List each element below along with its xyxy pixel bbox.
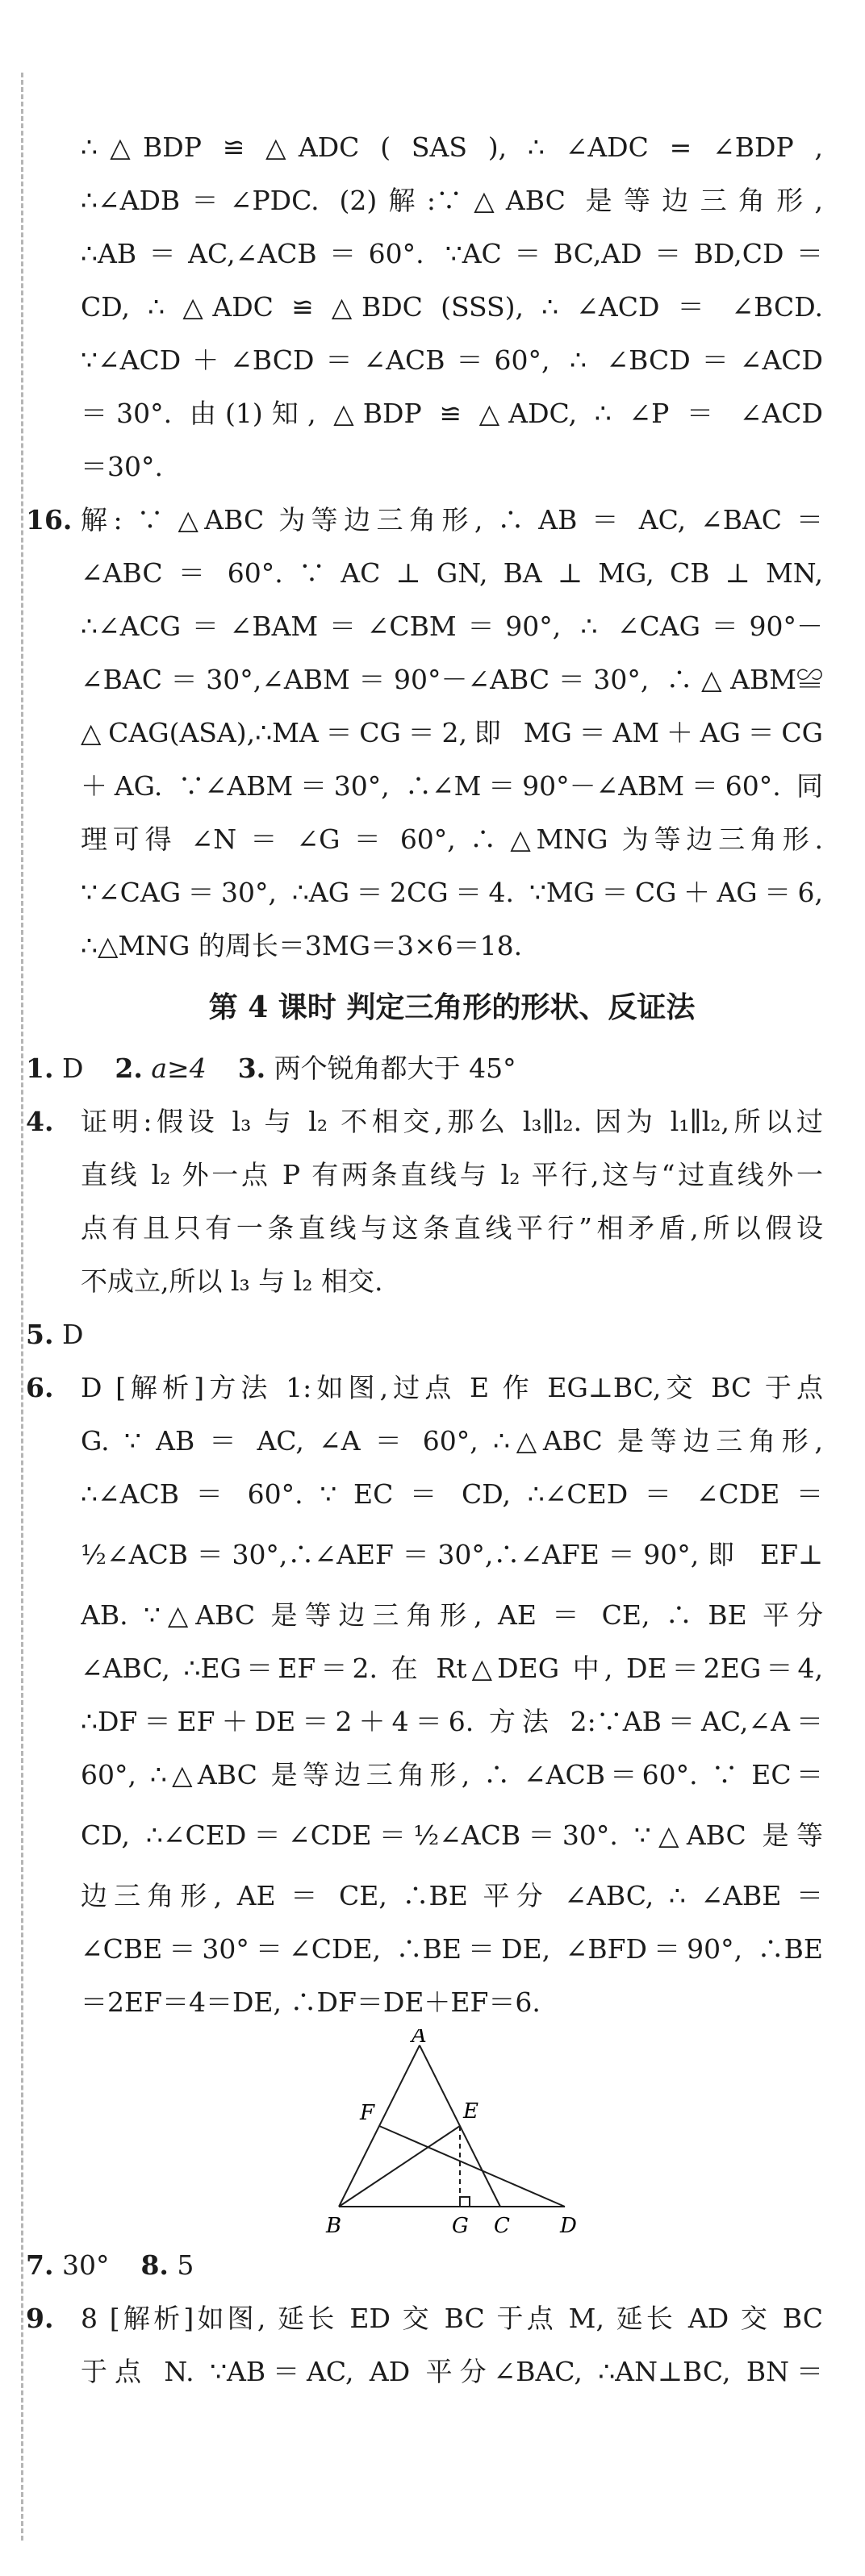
problem-number: 6. [26, 1372, 54, 1403]
problem-9-solution [26, 2292, 823, 2399]
text-line: CD, ∴∠CED＝∠CDE＝½∠ACB＝30°. ∵△ABC 是等 [81, 1819, 823, 1851]
text-line: 不成立,所以 l₃ 与 l₂ 相交. [81, 1265, 383, 1297]
text-line: 60°, ∴△ABC 是等边三角形, ∴ ∠ACB＝60°. ∵ EC＝ [81, 1759, 823, 1790]
problem-4-solution [26, 1095, 823, 1308]
problem-number: 9. [26, 2303, 54, 2334]
text-line [26, 2292, 823, 2345]
text-line: 点有且只有一条直线与这条直线平行”相矛盾,所以假设 [81, 1212, 823, 1244]
text-line: ∵∠CAG＝30°, ∴AG＝2CG＝4. ∵MG＝CG＋AG＝6, [81, 877, 823, 908]
text-line: 直线 l₂ 外一点 P 有两条直线与 l₂ 平行,这与“过直线外一 [81, 1159, 823, 1190]
label-A: A [412, 2029, 427, 2048]
text-line [26, 494, 823, 547]
label-C: C [494, 2214, 510, 2238]
answer-value: 30° [61, 2249, 110, 2281]
problem-number: 8. [140, 2249, 169, 2281]
text-line [26, 1361, 823, 1415]
text-line: ½∠ACB＝30°,∴∠AEF＝30°,∴∠AFE＝90°,即 EF⊥ [81, 1539, 823, 1570]
text-line [26, 1095, 823, 1148]
answers-row-7-8 [26, 2239, 823, 2292]
label-B: B [326, 2214, 342, 2238]
text-line: ∴AB＝AC,∠ACB＝60°. ∵AC＝BC,AD＝BD,CD＝ [81, 238, 823, 269]
answer-content [26, 121, 823, 2399]
text-span: D [解析]方法 1:如图,过点 E 作 EG⊥BC,交 BC 于点 [81, 1372, 823, 1403]
text-line: 理可得 ∠N ＝ ∠G ＝ 60°, ∴ △MNG 为等边三角形. [81, 823, 823, 855]
text-line: CD, ∴ △ADC ≌ △BDC (SSS), ∴ ∠ACD ＝ ∠BCD. [81, 291, 823, 323]
answer-value: a≥4 [151, 1052, 207, 1084]
problem-number: 4. [26, 1106, 54, 1137]
problem-number: 1. [26, 1052, 54, 1084]
label-G: G [452, 2214, 469, 2238]
text-line: G. ∵ AB ＝ AC, ∠A ＝ 60°, ∴△ABC 是等边三角形, [81, 1425, 823, 1457]
problem-15-solution [81, 121, 823, 494]
geometry-figure [81, 2029, 823, 2239]
text-line: ∴△MNG 的周长＝3MG＝3×6＝18. [81, 930, 523, 961]
text-line: AB. ∵△ABC 是等边三角形, AE ＝ CE, ∴ BE 平分 [81, 1599, 823, 1631]
segment-FD [379, 2126, 565, 2207]
right-angle-mark [460, 2197, 470, 2207]
problem-16-solution [26, 494, 823, 973]
answer-value: 两个锐角都大于 45° [274, 1052, 516, 1084]
label-E: E [463, 2099, 478, 2124]
problem-number: 7. [26, 2249, 54, 2281]
text-span: 解: ∵ △ABC 为等边三角形, ∴ AB ＝ AC, ∠BAC ＝ [81, 504, 823, 536]
text-span: 8 [解析]如图, 延长 ED 交 BC 于点 M, 延长 AD 交 BC [81, 2303, 823, 2334]
text-line: ∴DF＝EF＋DE＝2＋4＝6. 方法 2:∵AB＝AC,∠A＝ [81, 1706, 823, 1737]
text-line: ∠CBE＝30°＝∠CDE, ∴BE＝DE, ∠BFD＝90°, ∴BE [81, 1933, 823, 1965]
text-span: 证明:假设 l₃ 与 l₂ 不相交,那么 l₃∥l₂. 因为 l₁∥l₂,所以过 [81, 1106, 823, 1137]
text-line: 边三角形, AE ＝ CE, ∴BE 平分 ∠ABC, ∴ ∠ABE ＝ [81, 1880, 823, 1911]
text-line: ∠ABC ＝ 60°. ∵ AC ⊥ GN, BA ⊥ MG, CB ⊥ MN, [81, 557, 823, 589]
label-D: D [560, 2214, 577, 2238]
answer-value: D [61, 1052, 84, 1084]
text-line: 于点 N. ∵AB＝AC, AD 平分∠BAC, ∴AN⊥BC, BN＝ [81, 2356, 823, 2387]
answer-value: 5 [177, 2249, 194, 2281]
problem-number: 5. [26, 1319, 54, 1350]
text-line: ＝30°. 由(1)知, △BDP ≌ △ADC, ∴ ∠P ＝ ∠ACD [81, 398, 823, 429]
text-line: △CAG(ASA),∴MA＝CG＝2,即 MG＝AM＋AG＝CG [81, 717, 823, 748]
text-line: ∴∠ACB ＝ 60°. ∵ EC ＝ CD, ∴∠CED ＝ ∠CDE ＝ [81, 1478, 823, 1510]
label-F: F [360, 2101, 375, 2125]
text-line: ∠ABC, ∴EG＝EF＝2. 在 Rt△DEG 中, DE＝2EG＝4, [81, 1653, 823, 1684]
triangle-diagram [81, 2029, 823, 2239]
text-line: ∴∠ACG＝∠BAM＝∠CBM＝90°, ∴ ∠CAG＝90°－ [81, 611, 823, 642]
segment-BE [339, 2126, 460, 2207]
text-line: ∠BAC＝30°,∠ABM＝90°－∠ABC＝30°, ∴△ABM≌ [81, 664, 823, 695]
problem-number: 3. [237, 1052, 266, 1084]
answer-value: D [61, 1319, 84, 1350]
section-title: 第 4 课时 判定三角形的形状、反证法 [208, 990, 696, 1024]
problem-5-answer [26, 1308, 823, 1361]
problem-6-solution [26, 1361, 823, 2029]
dashed-margin-line [21, 73, 23, 2541]
problem-number: 2. [115, 1052, 143, 1084]
text-line: ∴△BDP ≌ △ADC ( SAS ), ∴ ∠ADC = ∠BDP , [81, 131, 823, 163]
text-line: ＝30°. [81, 451, 163, 482]
text-line: ∵∠ACD＋∠BCD＝∠ACB＝60°, ∴ ∠BCD＝∠ACD [81, 344, 823, 376]
text-line: ∴∠ADB＝∠PDC. (2)解:∵△ABC 是等边三角形, [81, 185, 823, 216]
text-line: ＋AG. ∵∠ABM＝30°, ∴∠M＝90°－∠ABM＝60°. 同 [81, 770, 823, 802]
answers-row-1-3 [26, 1042, 823, 1095]
problem-number: 16. [26, 504, 73, 536]
text-line: ＝2EF＝4＝DE, ∴DF＝DE＋EF＝6. [81, 1986, 541, 2018]
